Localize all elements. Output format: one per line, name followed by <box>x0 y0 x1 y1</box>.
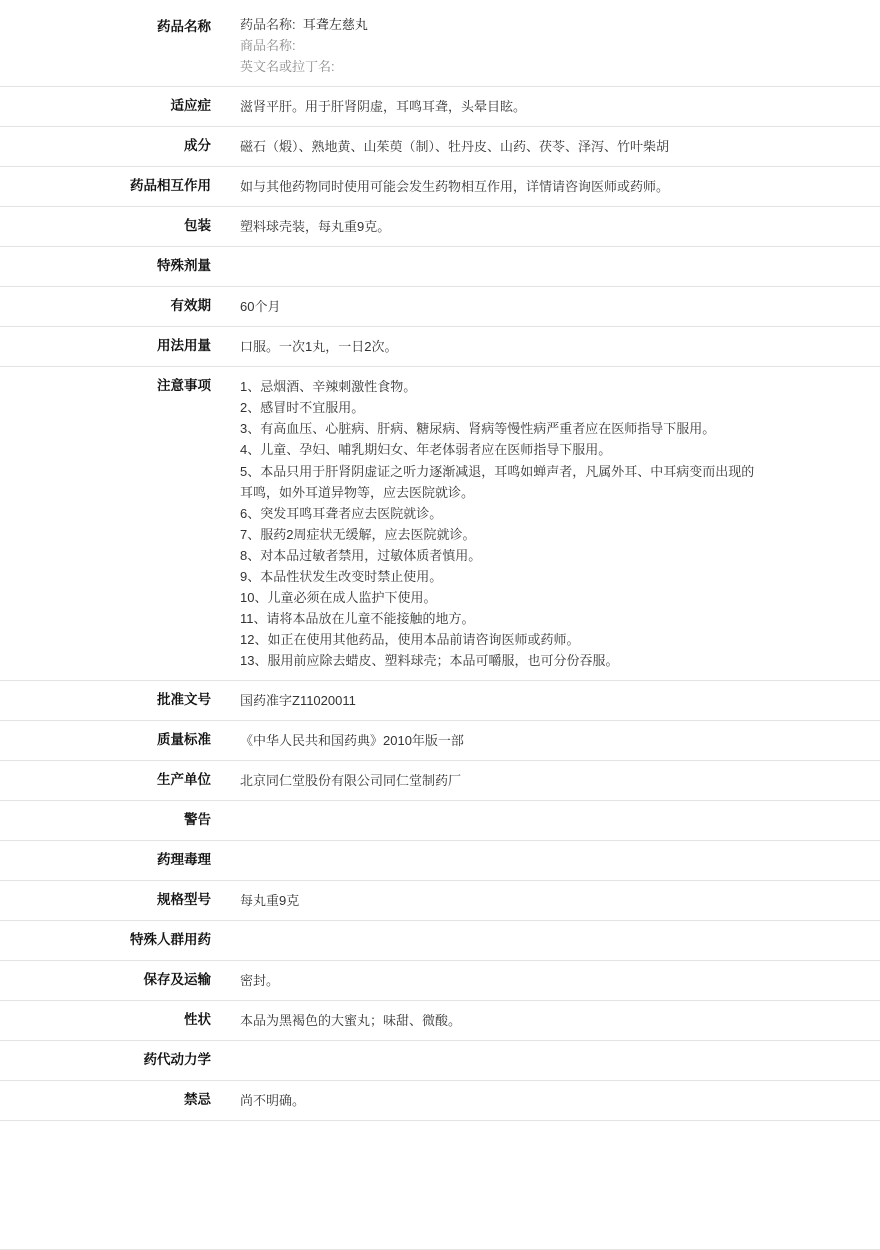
name-line-key: 药品名称: <box>240 17 296 32</box>
table-row <box>0 681 880 721</box>
notice-line: 1、忌烟酒、辛辣刺激性食物。 <box>240 379 417 395</box>
table-row <box>0 960 880 1000</box>
notice-line: 9、本品性状发生改变时禁止使用。 <box>240 568 443 584</box>
name-line-key: 英文名或拉丁名: <box>240 59 335 75</box>
table-row <box>0 841 880 881</box>
bottom-spacer-cell <box>0 1121 223 1250</box>
row-value-text: 磁石（煅）、熟地黄、山茱萸（制）、牡丹皮、山药、茯苓、泽泻、竹叶柴胡 <box>240 139 670 155</box>
row-label: 包装 <box>184 218 211 234</box>
row-label: 药理毒理 <box>157 852 211 868</box>
notice-line: 10、儿童必须在成人监护下使用。 <box>240 589 437 605</box>
row-label: 禁忌 <box>184 1091 211 1107</box>
row-value <box>223 921 880 961</box>
row-value <box>223 207 880 247</box>
row-value-text: 如与其他药物同时使用可能会发生药物相互作用，详情请咨询医师或药师。 <box>240 179 670 195</box>
table-row <box>0 921 880 961</box>
row-label: 质量标准 <box>157 732 211 748</box>
row-value-text <box>240 810 866 827</box>
row-value <box>223 167 880 207</box>
row-value-text: 塑料球壳装，每丸重9克。 <box>240 219 391 235</box>
row-value <box>223 367 880 681</box>
notice-line: 耳鸣，如外耳道异物等，应去医院就诊。 <box>240 484 475 500</box>
notice-line: 4、儿童、孕妇、哺乳期妇女、年老体弱者应在医师指导下服用。 <box>240 442 612 458</box>
row-label: 批准文号 <box>157 692 211 707</box>
row-label: 警告 <box>184 812 211 828</box>
row-value-text: 国药准字Z11020011 <box>240 693 356 708</box>
table-row <box>0 87 880 127</box>
row-value-text: 《中华人民共和国药典》2010年版一部 <box>240 733 464 749</box>
row-label: 注意事项 <box>157 378 211 394</box>
row-label: 特殊剂量 <box>157 258 211 274</box>
notice-line: 6、突发耳鸣耳聋者应去医院就诊。 <box>240 505 443 521</box>
row-value-text <box>240 930 866 947</box>
row-label: 保存及运输 <box>143 971 211 987</box>
notice-line: 8、对本品过敏者禁用，过敏体质者慎用。 <box>240 547 482 563</box>
row-label: 药品相互作用 <box>130 178 211 194</box>
row-value <box>223 247 880 287</box>
table-row <box>0 1080 880 1120</box>
table-row <box>0 367 880 681</box>
table-row <box>0 207 880 247</box>
row-value-text <box>240 850 866 867</box>
row-label: 生产单位 <box>157 772 211 788</box>
row-value <box>223 0 880 87</box>
row-label: 性状 <box>184 1012 211 1027</box>
row-value <box>223 127 880 167</box>
row-label: 特殊人群用药 <box>130 932 211 948</box>
row-label: 药代动力学 <box>143 1052 211 1068</box>
table-row <box>0 127 880 167</box>
notice-line: 2、感冒时不宜服用。 <box>240 400 365 416</box>
table-row <box>0 247 880 287</box>
table-row <box>0 1001 880 1041</box>
row-value-text <box>240 1050 866 1067</box>
name-line-key: 商品名称: <box>240 38 296 54</box>
row-label: 有效期 <box>170 298 211 314</box>
row-value <box>223 87 880 127</box>
row-value <box>223 880 880 920</box>
row-value-text: 滋肾平肝。用于肝肾阴虚，耳鸣耳聋，头晕目眩。 <box>240 99 527 115</box>
bottom-spacer <box>0 1121 880 1250</box>
table-row <box>0 1041 880 1081</box>
row-value <box>223 1041 880 1081</box>
table-row <box>0 167 880 207</box>
name-line-gap <box>335 59 342 74</box>
row-value <box>223 681 880 721</box>
row-value <box>223 761 880 801</box>
notice-line: 3、有高血压、心脏病、肝病、糖尿病、肾病等慢性病严重者应在医师指导下服用。 <box>240 421 716 437</box>
notice-line: 5、本品只用于肝肾阴虚证之听力逐渐减退，耳鸣如蝉声者，凡属外耳、中耳病变而出现的 <box>240 463 755 479</box>
row-value <box>223 327 880 367</box>
table-row <box>0 880 880 920</box>
row-value-text <box>240 256 866 273</box>
row-label: 药品名称 <box>157 19 211 34</box>
row-value-text: 尚不明确。 <box>240 1092 306 1108</box>
name-line <box>240 56 866 77</box>
name-line-value: 耳聋左慈丸 <box>302 17 368 32</box>
notice-line: 7、服药2周症状无缓解，应去医院就诊。 <box>240 526 476 542</box>
name-line <box>240 14 866 35</box>
row-label: 适应症 <box>170 98 211 114</box>
row-label: 用法用量 <box>157 338 211 354</box>
row-label: 成分 <box>184 138 211 154</box>
row-label: 规格型号 <box>157 891 211 907</box>
row-value-text: 北京同仁堂股份有限公司同仁堂制药厂 <box>240 773 462 789</box>
row-value <box>223 1001 880 1041</box>
row-value <box>223 801 880 841</box>
table-row <box>0 801 880 841</box>
row-value-text: 口服。一次1丸，一日2次。 <box>240 339 398 355</box>
table-row <box>0 721 880 761</box>
bottom-spacer-cell <box>223 1121 880 1250</box>
table-row <box>0 0 880 87</box>
name-line-gap <box>296 38 303 53</box>
row-value <box>223 1080 880 1120</box>
row-value-text: 60个月 <box>240 299 281 315</box>
table-row <box>0 327 880 367</box>
row-value <box>223 841 880 881</box>
row-value-text: 密封。 <box>240 972 280 988</box>
row-value-text: 每丸重9克 <box>240 892 300 908</box>
notice-line: 11、请将本品放在儿童不能接触的地方。 <box>240 610 475 626</box>
row-value <box>223 287 880 327</box>
notice-line: 12、如正在使用其他药品，使用本品前请咨询医师或药师。 <box>240 631 580 647</box>
notice-line: 13、服用前应除去蜡皮、塑料球壳；本品可嚼服，也可分份吞服。 <box>240 652 619 668</box>
table-row <box>0 761 880 801</box>
table-row <box>0 287 880 327</box>
row-value <box>223 960 880 1000</box>
row-value <box>223 721 880 761</box>
name-line-gap <box>296 17 303 32</box>
name-line <box>240 35 866 56</box>
row-value-text: 本品为黑褐色的大蜜丸；味甜、微酸。 <box>240 1013 462 1028</box>
